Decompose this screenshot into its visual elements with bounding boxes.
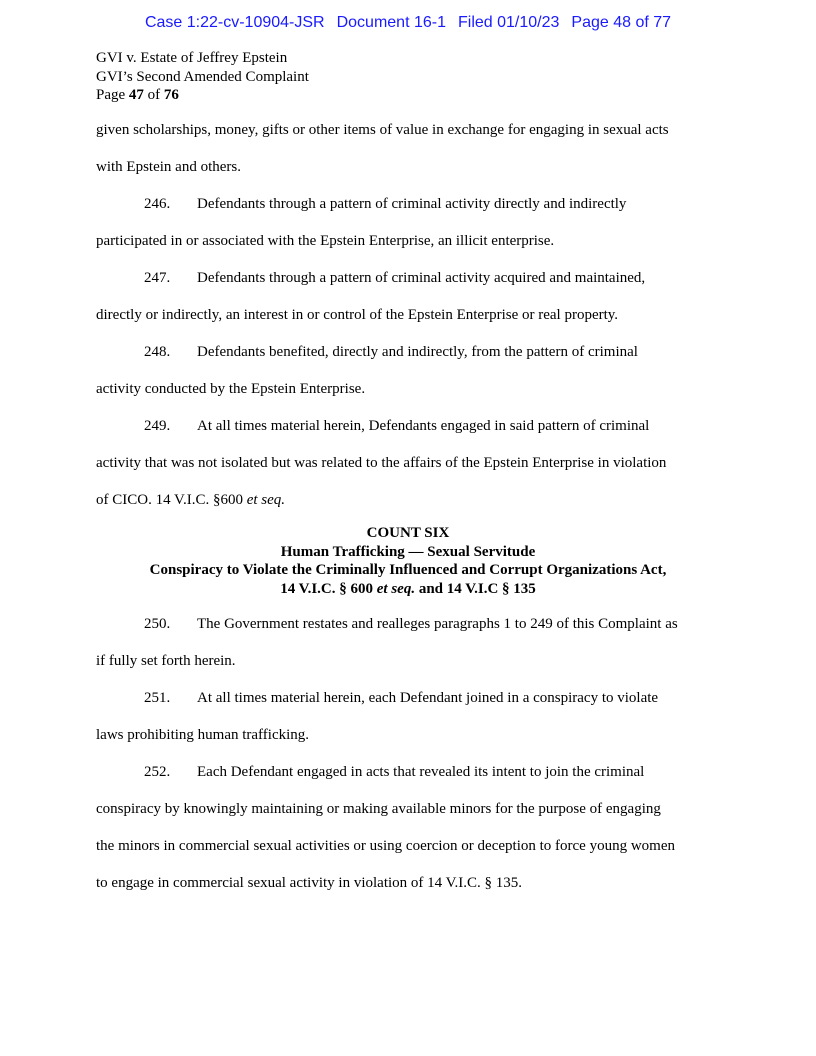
court-filing-stamp [0, 14, 816, 32]
paragraph-249: 249. At all times material herein, Defendants engaged in said pattern of criminal activity that was not isolated but was related to the affairs of the Epstein Enterprise in violation of CICO. 14 V.I.C. §600 et seq. [96, 414, 720, 518]
paragraph-number: 252. [144, 764, 171, 780]
paragraph-number: 249. [144, 418, 171, 434]
count-subtitle: Conspiracy to Violate the Criminally Influenced and Corrupt Organizations Act, [149, 562, 667, 578]
caption-page-number: Page 47 of 76 [96, 87, 179, 103]
paragraph-number: 250. [144, 616, 171, 632]
document-caption [96, 49, 309, 105]
count-subtitle: 14 V.I.C. § 600 et seq. and 14 V.I.C § 135 [280, 580, 536, 597]
paragraph-251: 251. At all times material herein, each Defendant joined in a conspiracy to violate laws prohibiting human trafficking. [96, 686, 720, 760]
paragraph-number: 246. [144, 196, 171, 212]
case-number: Case 1:22-cv-10904-JSR [144, 14, 325, 31]
count-subtitle: Human Trafficking — Sexual Servitude [280, 543, 536, 560]
continued-line: with Epstein and others. [96, 159, 241, 175]
paragraph-248: 248. Defendants benefited, directly and indirectly, from the pattern of criminal activity conducted by the Epstein Enterprise. [96, 340, 720, 414]
paragraph-247: 247. Defendants through a pattern of criminal activity acquired and maintained, directly or indirectly, an interest in or control of the Epstein Enterprise or real property. [96, 266, 720, 340]
document-number: Document 16-1 [336, 14, 446, 31]
document-body [96, 118, 720, 908]
paragraph-number: 247. [144, 270, 171, 286]
paragraph-252: 252. Each Defendant engaged in acts that revealed its intent to join the criminal conspiracy by knowingly maintaining or making available minors for the purpose of engaging the minors in commercial sexual activities or using coercion or deception to force young women to engage in commercial sexual activity in violation of 14 V.I.C. § 135. [96, 760, 720, 908]
paragraph-number: 248. [144, 344, 171, 360]
paragraph-246: 246. Defendants through a pattern of criminal activity directly and indirectly participated in or associated with the Epstein Enterprise, an illicit enterprise. [96, 192, 720, 266]
paragraph-number: 251. [144, 690, 171, 706]
count-heading [96, 524, 720, 598]
filed-date: Filed 01/10/23 [457, 14, 560, 31]
paragraph-250: 250. The Government restates and realleges paragraphs 1 to 249 of this Complaint as if fully set forth herein. [96, 612, 720, 686]
caption-document-title: GVI’s Second Amended Complaint [96, 68, 309, 85]
stamp-page: Page 48 of 77 [571, 14, 672, 31]
caption-case-title: GVI v. Estate of Jeffrey Epstein [96, 50, 288, 66]
count-title: COUNT SIX [366, 525, 450, 541]
continued-line: given scholarships, money, gifts or other items of value in exchange for engaging in sexual acts [96, 122, 669, 138]
